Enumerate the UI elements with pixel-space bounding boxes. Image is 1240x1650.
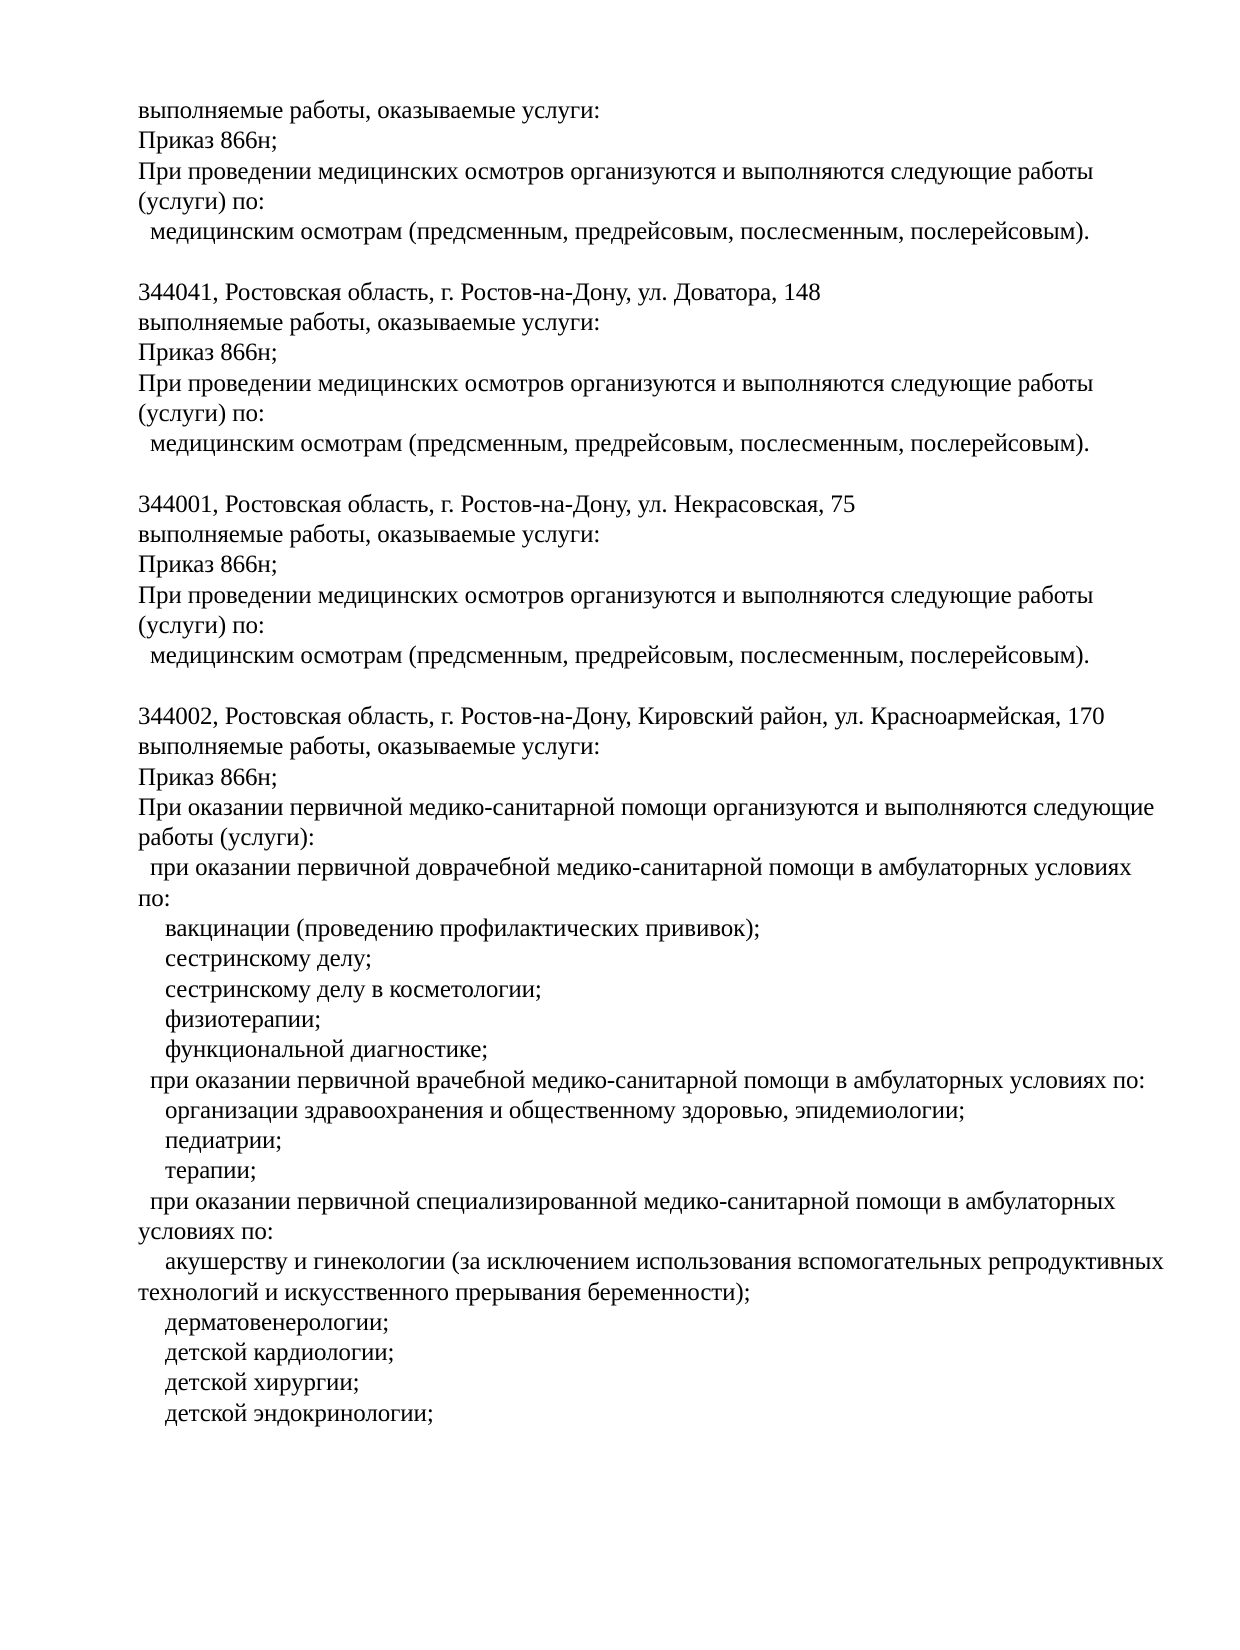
- document-line: детской хирургии;: [165, 1369, 360, 1397]
- document-line: физиотерапии;: [165, 1005, 322, 1033]
- address-line: 344041, Ростовская область, г. Ростов-на-Дону, ул. Доватора, 148: [138, 278, 821, 306]
- document-line: работы (услуги):: [138, 824, 315, 852]
- document-line: педиатрии;: [165, 1127, 283, 1155]
- address-line: 344002, Ростовская область, г. Ростов-на-Дону, Кировский район, ул. Красноармейская, 170: [138, 702, 1105, 730]
- document-line: при оказании первичной специализированной медико-санитарной помощи в амбулаторных: [150, 1187, 1116, 1215]
- document-line: (услуги) по:: [138, 399, 265, 427]
- document-line: сестринскому делу в косметологии;: [165, 975, 542, 1003]
- document-line: условиях по:: [138, 1217, 274, 1245]
- document-line: (услуги) по:: [138, 187, 265, 215]
- document-line: (услуги) по:: [138, 612, 265, 640]
- document-line: дерматовенерологии;: [165, 1308, 390, 1336]
- document-line: выполняемые работы, оказываемые услуги:: [138, 733, 601, 761]
- blank-line: [138, 672, 1180, 702]
- document-line: детской эндокринологии;: [165, 1399, 434, 1427]
- document-line: при оказании первичной врачебной медико-санитарной помощи в амбулаторных условиях по:: [150, 1066, 1146, 1094]
- document-line: Приказ 866н;: [138, 339, 278, 367]
- document-line: сестринскому делу;: [165, 945, 372, 973]
- document-line: При проведении медицинских осмотров организуются и выполняются следующие работы: [138, 157, 1094, 185]
- blank-line: [138, 460, 1180, 490]
- document-line: При проведении медицинских осмотров организуются и выполняются следующие работы: [138, 581, 1094, 609]
- document-line: выполняемые работы, оказываемые услуги:: [138, 521, 601, 549]
- document-line: технологий и искусственного прерывания беременности);: [138, 1278, 751, 1306]
- document-line: Приказ 866н;: [138, 127, 278, 155]
- document-line: При оказании первичной медико-санитарной помощи организуются и выполняются следующие: [138, 793, 1155, 821]
- document-line: вакцинации (проведению профилактических прививок);: [165, 915, 761, 943]
- document-line: организации здравоохранения и общественному здоровью, эпидемиологии;: [165, 1096, 966, 1124]
- document-line: терапии;: [165, 1157, 257, 1185]
- address-line: 344001, Ростовская область, г. Ростов-на-Дону, ул. Некрасовская, 75: [138, 490, 856, 518]
- document-line: выполняемые работы, оказываемые услуги:: [138, 97, 601, 124]
- document-line: медицинским осмотрам (предсменным, предрейсовым, послесменным, послерейсовым).: [150, 642, 1090, 670]
- document-line: выполняемые работы, оказываемые услуги:: [138, 309, 601, 337]
- document-line: функциональной диагностике;: [165, 1036, 489, 1064]
- document-line: детской кардиологии;: [165, 1339, 395, 1367]
- document-content: [138, 96, 1180, 1429]
- document-line: акушерству и гинекологии (за исключением использования вспомогательных репродуктивных: [165, 1248, 1164, 1276]
- document-line: при оказании первичной доврачебной медико-санитарной помощи в амбулаторных условиях: [150, 854, 1132, 882]
- document-line: Приказ 866н;: [138, 551, 278, 579]
- document-line: медицинским осмотрам (предсменным, предрейсовым, послесменным, послерейсовым).: [150, 430, 1090, 458]
- document-line: При проведении медицинских осмотров организуются и выполняются следующие работы: [138, 369, 1094, 397]
- document-line: по:: [138, 884, 171, 912]
- blank-line: [138, 247, 1180, 277]
- document-line: Приказ 866н;: [138, 763, 278, 791]
- document-line: медицинским осмотрам (предсменным, предрейсовым, послесменным, послерейсовым).: [150, 218, 1090, 246]
